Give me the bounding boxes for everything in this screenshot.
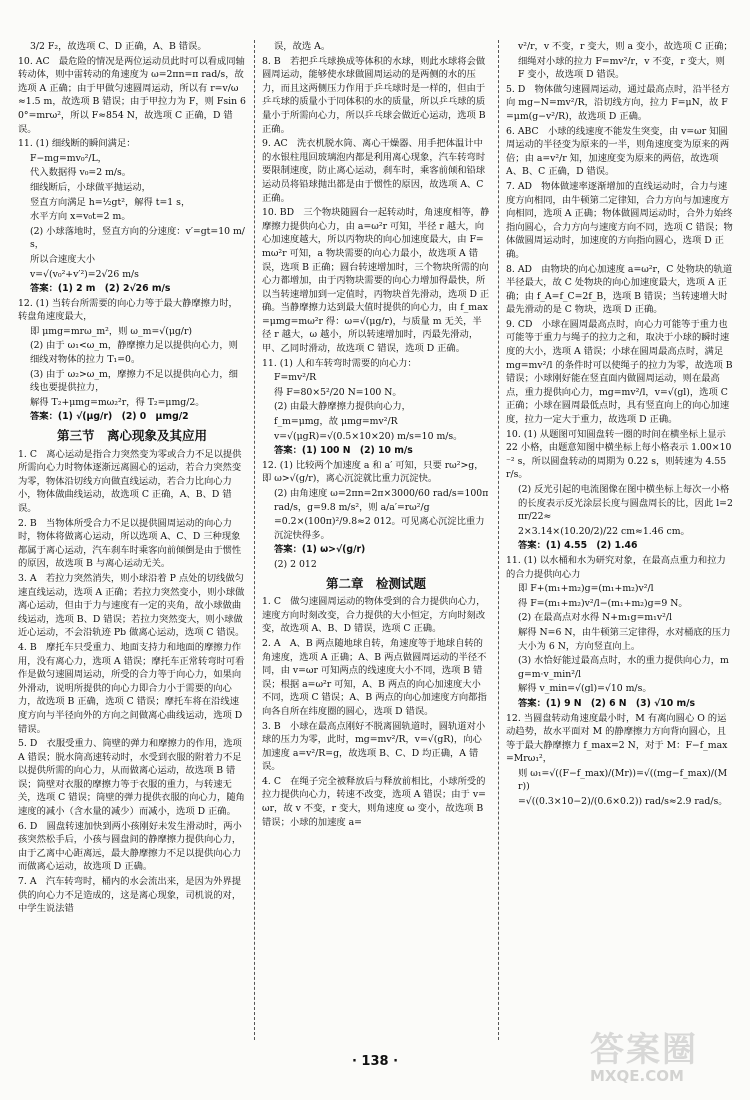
solution-line: 即 μmg=mrω_m²，则 ω_m=√(μg/r) — [30, 325, 193, 337]
solution-line: 所以合速度大小 — [30, 253, 96, 265]
question-answer: 11. (1) 以水桶和水为研究对象，在最高点重力和拉力的合力提供向心力 — [506, 554, 726, 580]
solution-line: f_m=μmg，故 μmg=mv²/R — [274, 416, 398, 428]
question-answer: 2. A A、B 两点随地球自转，角速度等于地球自转的角速度，选项 A 正确；A、B 两点做圆周运动的半径不同，由 v=ωr 可知两点的线速度大小不同，选项 B 错误；根据 a=ω²r 可知，A、B 两点的向心加速度大小不同，选项 C 错误；A、B 两点的向心加速度方向都指向各自所在纬度圈的圆心，选项 D 错误。 — [262, 637, 487, 717]
answer-line: 答案：(1) ω>√(g/r) — [274, 544, 366, 556]
watermark-text: 答案圈 — [590, 1030, 698, 1070]
column-divider-right — [498, 40, 499, 1040]
question-answer: 12. (1) 比较两个加速度 a 和 a′ 可知，只要 rω²>g，即 ω>√(g/r)，离心沉淀就比重力沉淀快。 — [262, 459, 484, 485]
column-right — [506, 40, 734, 810]
solution-line: (2) 在最高点对水得 N+m₁g=m₁v²/l — [518, 612, 672, 624]
solution-line: 误，故选 A。 — [274, 41, 331, 52]
section-heading: 第二章 检测试题 — [325, 575, 426, 591]
column-divider-left — [254, 40, 255, 1040]
solution-line: 解得 v_min=√(gl)=√10 m/s。 — [518, 683, 652, 695]
question-answer: 6. ABC 小球的线速度不能发生突变，由 v=ωr 知圆周运动的半径变为原来的一半，则角速度变为原来的两倍；由 a=v²/r 知，加速度变为原来的两倍，故选项 A、B、C 正确，D 错误。 — [506, 125, 730, 178]
question-answer: 8. AD 由物块的向心加速度 a=ω²r，C 处物块的轨道半径最大，故 C 处物块的向心加速度最大，选项 A 正确；由 f_A=f_C=2f_B，选项 B 错误；当转速增大时最先滑动的是 C 物块，选项 D 正确。 — [506, 263, 733, 316]
question-answer: 4. B 摩托车只受重力、地面支持力和地面的摩擦力作用，没有离心力，选项 A 错误；摩托车正常转弯时可看作是做匀速圆周运动，所受的合力等于向心力，如果向外滑动，说明所提供的向心力即合力小于需要的向心力，故选项 B 正确，选项 C 错误；摩托车将在沿线速度方向与半径向外的方向之间做离心曲线运动，选项 D 错误。 — [18, 641, 245, 735]
watermark-domain: MXQE.COM — [590, 1067, 684, 1085]
solution-line: 解得 T₂+μmg=mω₂²r，得 T₂=μmg/2。 — [30, 396, 205, 408]
answer-line: 答案：(1) 100 N (2) 10 m/s — [274, 445, 413, 457]
question-answer: 9. AC 洗衣机脱水筒、离心干燥器、用手把体温计中的水银柱甩回玻璃泡内都是利用离心现象，汽车转弯时要限制速度，防止离心运动，刹车时，乘客前倾和铅球运动员将铅球抛出都是由于惯性的原因，故选项 A、C 正确。 — [262, 138, 486, 204]
solution-line: 得 F=(m₁+m₂)v²/l−(m₁+m₂)g=9 N。 — [518, 597, 688, 609]
answer-line: 答案：(1) 2 m (2) 2√26 m/s — [30, 283, 171, 295]
solution-line: (3) 由于 ω₂>ω_m，摩擦力不足以提供向心力，细线也要提供拉力， — [30, 368, 238, 394]
question-answer: 4. C 在绳子完全被释放后与释放前相比，小球所受的拉力提供向心力，转速不改变，选项 A 错误；由于 v=ωr，故 v 不变，r 变大，则角速度 ω 变小，故选项 B 错误；小球的加速度 a= — [262, 775, 486, 828]
question-answer: 11. (1) 细线断的瞬间满足： — [18, 138, 136, 150]
question-answer: 3. B 小球在最高点刚好不脱离圆轨道时，圆轨道对小球的压力为零，此时，mg=mv²/R，v=√(gR)，向心加速度 a=v²/R=g，故选项 B、C、D 均正确，A 错误。 — [262, 720, 486, 773]
solution-line: =√((0.3×10−2)/(0.6×0.2)) rad/s≈2.9 rad/s。 — [518, 796, 728, 808]
solution-line: =0.2×(100π)²/9.8≈2 012。可见离心沉淀比重力沉淀快得多。 — [274, 516, 485, 541]
solution-line: (2) 由于 ω₁<ω_m，静摩擦力足以提供向心力，则细线对物体的拉力 T₁=0。 — [30, 340, 238, 366]
solution-line: v=√(μgR)=√(0.5×10×20) m/s=10 m/s。 — [274, 430, 463, 442]
solution-line: 即 F+(m₁+m₂)g=(m₁+m₂)v²/l — [518, 583, 654, 595]
solution-line: 则 ω₁=√((F−f_max)/(Mr))=√((mg−f_max)/(Mr)) — [518, 767, 728, 793]
solution-line: 2×3.14×(10.20/2)/22 cm≈1.46 cm。 — [518, 525, 690, 537]
question-answer: 1. C 离心运动是指合力突然变为零或合力不足以提供所需向心力时物体逐渐远离圆心的运动，若合力突然变为零，物体沿切线方向做直线运动，若合力比向心力小，物体做曲线运动，故选项 C 正确，A、B、D 错误。 — [18, 448, 242, 514]
column-left — [18, 40, 246, 917]
column-middle — [262, 40, 490, 830]
question-answer: 3. A 若拉力突然消失，则小球沿着 P 点处的切线做匀速直线运动，选项 A 正确；若拉力突然变小，则小球做离心运动，但由于力与速度有一定的夹角，故小球做曲线运动，选项 B、D 错误；若拉力突然变大，则小球做近心运动，不会沿轨迹 Pb 做离心运动，选项 C 错误。 — [18, 572, 245, 639]
solution-line: (3) 水恰好能过最高点时，水的重力提供向心力，mg=m·v_min²/l — [518, 655, 729, 680]
solution-line: 代入数据得 v₀=2 m/s。 — [30, 167, 132, 179]
solution-line: 细绳对小球的拉力 F=mv²/r，v 不变，r 变大，则 F 变小，故选项 D 错误。 — [518, 55, 725, 81]
question-answer: 10. BD 三个物块随圆台一起转动时，角速度相等，静摩擦力提供向心力，由 a=ω²r 可知，半径 r 越大，向心加速度越大，所以丙物块的向心加速度最大，由 F=mω²r 可知，a 物块需要的向心力最小，故选项 A 错误，选项 B 正确；圆台转速增加时，三个物块所需的向心力都增加，由于丙物块需要的向心力增加得最快，所以当转速增加到一定值时，丙物块首先滑动，选项 D 正确。当静摩擦力达到最大值时提供的向心力，由 f_max=μmg=mω²r 得：ω=√(μg/r)，与质量 m 无关，半径 r 越大，ω 越小，所以转速增加时，丙最先滑动，甲、乙同时滑动，故选项 C 错误，选项 D 正确。 — [262, 207, 490, 355]
solution-line: 解得 N=6 N，由牛顿第三定律得，水对桶底的压力大小为 6 N，方向竖直向上。 — [518, 626, 731, 652]
question-answer: 5. D 物体做匀速圆周运动，通过最高点时，沿半径方向 mg−N=mv²/R，沿切线方向，拉力 F=μN，故 F=μm(g−v²/R)，故选项 D 正确。 — [506, 83, 730, 122]
question-answer: 7. A 汽车转弯时，桶内的水会流出来，是因为外界提供的向心力不足造成的，这是离心现象，司机说的对，中学生说法错 — [18, 876, 242, 915]
question-answer: 9. CD 小球在圆周最高点时，向心力可能等于重力也可能等于重力与绳子的拉力之和，取决于小球的瞬时速度的大小，选项 A 错误；小球在圆周最高点时，满足 mg=mv²/l 的条件时可以使绳子的拉力为零，故选项 B 错误；小球刚好能在竖直面内做圆周运动，则在最高点，重力提供向心力，mg=mv²/l，v=√(gl)，选项 C 正确；小球在圆周最低点时，具有竖直向上的向心加速度，拉力一定大于重力，故选项 D 正确。 — [506, 318, 733, 426]
question-answer: 12. 当圆盘转动角速度最小时，M 有离向圆心 O 的运动趋势，故水平面对 M 的静摩擦力方向背向圆心，且等于最大静摩擦力 f_max=2 N，对于 M：F−f_max=Mrω₁²， — [506, 712, 728, 765]
solution-line: 细线断后，小球做平抛运动， — [30, 181, 151, 193]
answer-line: 答案：(1) √(μg/r) (2) 0 μmg/2 — [30, 411, 189, 423]
question-answer: 11. (1) 人和车转弯时需要的向心力： — [262, 357, 417, 369]
solution-line: v=√(v₀²+v′²)=2√26 m/s — [30, 268, 139, 280]
solution-line: (2) 由最大静摩擦力提供向心力， — [274, 401, 411, 413]
solution-line: (2) 反光引起的电流图像在图中横坐标上每次一小格的长度表示反光涂层长度与圆盘周长的比，因此 l=2πr/22≈ — [518, 484, 733, 523]
solution-line: F=mv²/R — [274, 372, 317, 384]
question-answer: 10. (1) 从题图可知圆盘转一圈的时间在横坐标上显示 22 小格，由题意知图中横坐标上每小格表示 1.00×10⁻² s，所以圆盘转动的周期为 0.22 s，则转速为 4.55 r/s。 — [506, 428, 732, 481]
page-number: · 138 · — [351, 1054, 399, 1069]
solution-line: 得 F=80×5²/20 N=100 N。 — [274, 386, 402, 398]
question-answer: 2. B 当物体所受合力不足以提供圆周运动的向心力时，物体将做离心运动，所以选项 A、C、D 三种现象都属于离心运动，汽车刹车时乘客向前倾倒是由于惯性的原因，故选项 B 与离心运动无关。 — [18, 517, 242, 570]
solution-line: 竖直方向满足 h=½gt²，解得 t=1 s， — [30, 196, 191, 208]
question-answer: 8. B 若把乒乓球换成等体积的水球，则此水球将会做圆周运动，能够使水球做圆周运动的是两侧的水的压力，而且这两侧压力作用于乒乓球时是一样的，但由于乒乓球的质量小于同体积的水的质量，所以乒乓球的质量小于所需向心力，所以乒乓球会做近心运动，选项 B 正确。 — [262, 55, 486, 135]
solution-line: F−mg=mv₀²/L， — [30, 152, 107, 164]
solution-line: v²/r，v 不变，r 变大，则 a 变小，故选项 C 正确； — [518, 41, 733, 52]
answer-line: 答案：(1) 4.55 (2) 1.46 — [518, 540, 638, 552]
watermark-logo — [590, 1022, 740, 1092]
question-answer: 6. D 圆盘转速加快到两小孩刚好未发生滑动时，两小孩突然松手后，小孩与圆盘间的静摩擦力提供向心力，由于乙离中心距离远，最大静摩擦力不足以提供向心力而做离心运动，故选项 D 正确。 — [18, 820, 242, 873]
answer-line: 答案：(1) 9 N (2) 6 N (3) √10 m/s — [518, 697, 696, 709]
solution-line: 3/2 F₂，故选项 C、D 正确，A、B 错误。 — [30, 41, 207, 52]
question-answer: 5. D 衣服受重力、筒壁的弹力和摩擦力的作用，选项 A 错误；脱水筒高速转动时，水受到衣服的附着力不足以提供所需的向心力，从而做离心运动，故选项 B 错误；筒壁对衣服的摩擦力等于衣服的重力，与转速无关，选项 C 错误；筒壁的弹力提供衣服的向心力，随角速度的减小（含水量的减少）而减小，选项 D 正确。 — [18, 738, 245, 818]
solution-line: (2) 由角速度 ω=2πn=2π×3000/60 rad/s=100π rad/s，g=9.8 m/s²，则 a/a′=rω²/g — [274, 488, 489, 513]
section-heading: 第三节 离心现象及其应用 — [56, 428, 207, 444]
question-answer: 7. AD 物体做速率逐渐增加的直线运动时，合力与速度方向相同，由牛顿第二定律知，合力方向与加速度方向相同，选项 A 正确；物体做圆周运动时，合外力始终指向圆心，合力方向与速度方向不同，选项 C 错误；物体做圆周运动时，加速度的方向指向圆心，选项 D 正确。 — [506, 180, 733, 260]
solution-line: (2) 小球落地时，竖直方向的分速度：v′=gt=10 m/s， — [30, 225, 245, 251]
question-answer: 10. AC 最危险的情况是两位运动员此时可以看成同轴转动体，则中雷转动的角速度为 ω=2πn=π rad/s，故选项 A 正确；由于甲做匀速圆周运动，所以有 r=v/ω≈1.5 m，故选项 B 错误；由于甲拉力为 F，则 Fsin 60°=mrω²，所以 F≈854 N，故选项 C 正确，D 错误。 — [18, 55, 246, 135]
question-answer: 12. (1) 当转台所需要的向心力等于最大静摩擦力时，转盘角速度最大， — [18, 297, 238, 323]
solution-line: (2) 2 012 — [274, 558, 317, 570]
answer-page — [18, 40, 734, 1050]
question-answer: 1. C 做匀速圆周运动的物体受到的合力提供向心力，速度方向时刻改变，合力提供的大小恒定，方向时刻改变，故选项 A、B、D 错误，选项 C 正确。 — [262, 596, 486, 635]
solution-line: 水平方向 x=v₀t=2 m。 — [30, 211, 131, 223]
